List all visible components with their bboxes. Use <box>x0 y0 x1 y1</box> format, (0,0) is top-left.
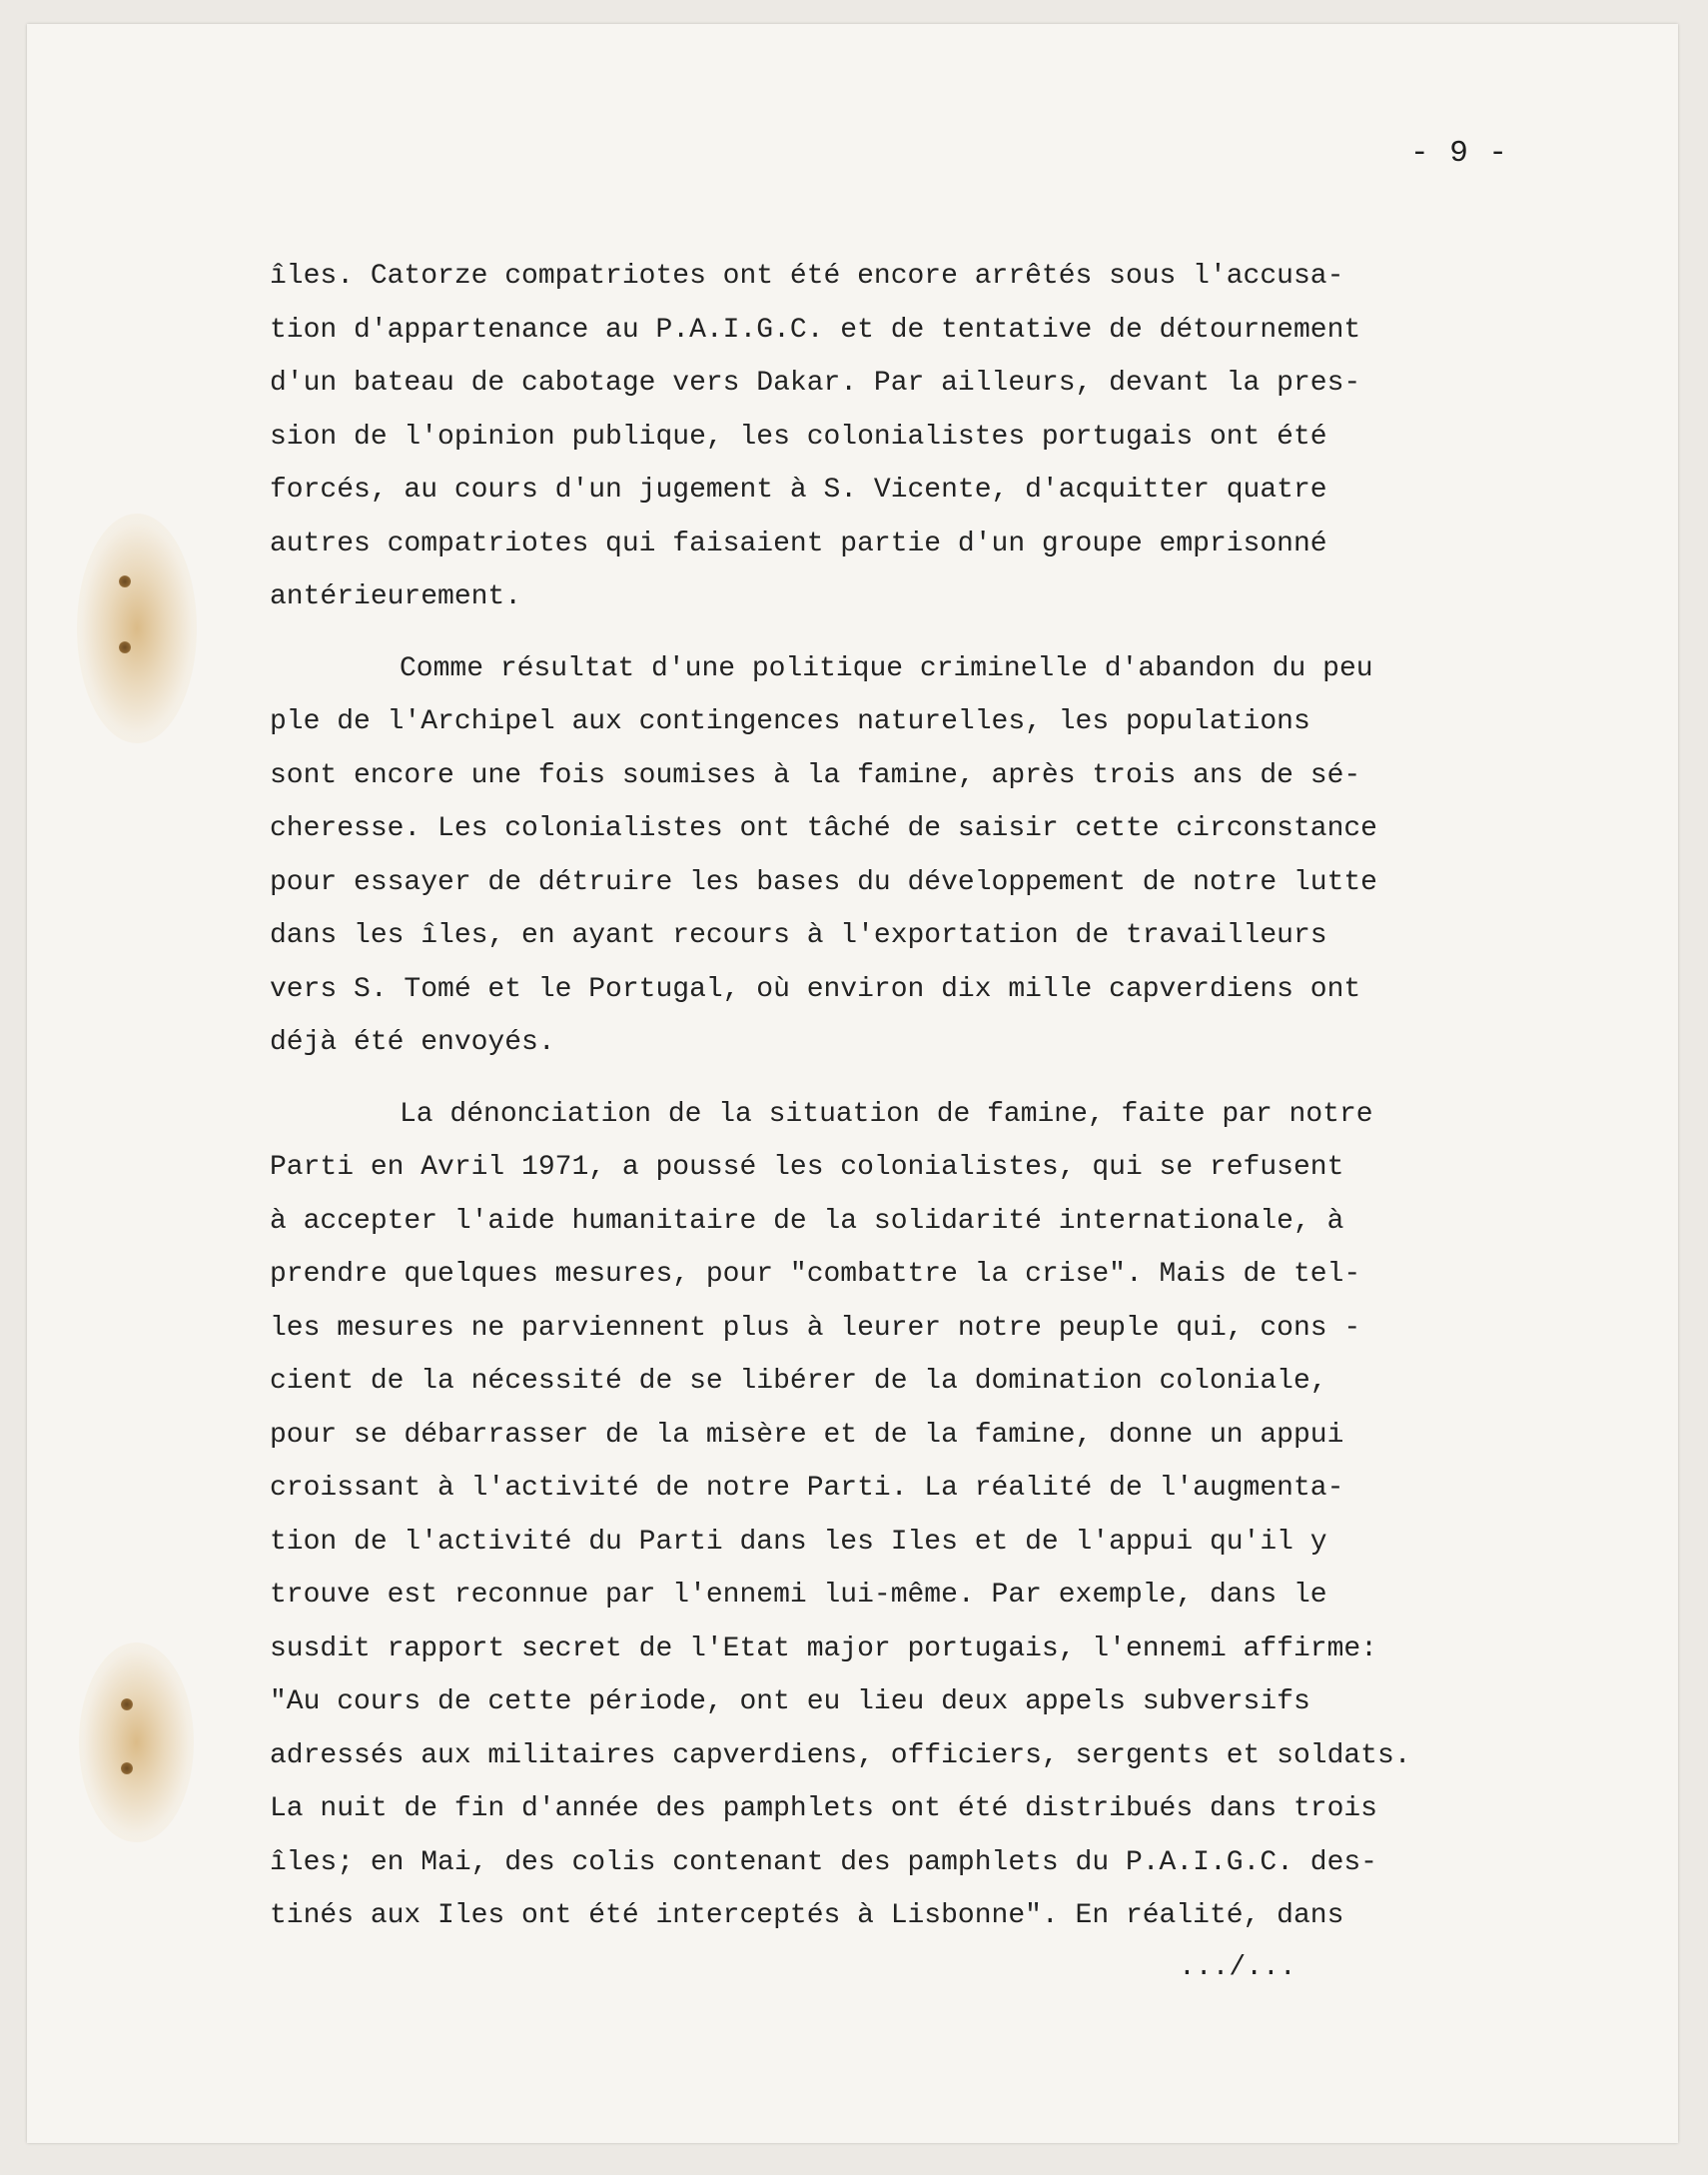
paragraph-gap <box>270 1070 1588 1088</box>
text-line: antérieurement. <box>270 581 522 612</box>
body-text <box>270 250 1588 1943</box>
text-line: cheresse. Les colonialistes ont tâché de saisir cette circonstance <box>270 813 1377 844</box>
text-line: tinés aux Iles ont été interceptés à Lisbonne". En réalité, dans <box>270 1900 1344 1931</box>
text-line: les mesures ne parviennent plus à leurer notre peuple qui, cons - <box>270 1312 1361 1344</box>
text-line: croissant à l'activité de notre Parti. La réalité de l'augmenta- <box>270 1473 1344 1504</box>
text-line: vers S. Tomé et le Portugal, où environ dix mille capverdiens ont <box>270 973 1361 1005</box>
text-line: déjà été envoyés. <box>270 1027 555 1058</box>
text-line: La dénonciation de la situation de famine, faite par notre <box>400 1098 1373 1130</box>
text-line: prendre quelques mesures, pour "combattre la crise". Mais de tel- <box>270 1259 1361 1290</box>
text-line: pour essayer de détruire les bases du développement de notre lutte <box>270 866 1377 898</box>
rust-stain-bottom <box>79 1642 194 1842</box>
text-line: ple de l'Archipel aux contingences naturelles, les populations <box>270 706 1310 737</box>
paragraph <box>270 642 1588 1070</box>
text-line: forcés, au cours d'un jugement à S. Vicente, d'acquitter quatre <box>270 475 1327 506</box>
paragraph <box>270 250 1588 624</box>
text-line: pour se débarrasser de la misère et de la famine, donne un appui <box>270 1419 1344 1451</box>
staple-mark-bottom-1 <box>121 1698 133 1710</box>
page-number: - 9 - <box>1410 136 1509 171</box>
text-line: "Au cours de cette période, ont eu lieu deux appels subversifs <box>270 1686 1310 1717</box>
text-line: Parti en Avril 1971, a poussé les colonialistes, qui se refusent <box>270 1152 1344 1183</box>
text-line: dans les îles, en ayant recours à l'exportation de travailleurs <box>270 920 1327 951</box>
text-line: sont encore une fois soumises à la famine, après trois ans de sé- <box>270 759 1361 791</box>
text-line: îles. Catorze compatriotes ont été encore arrêtés sous l'accusa- <box>270 261 1344 292</box>
staple-mark-top-1 <box>119 575 131 587</box>
text-line: susdit rapport secret de l'Etat major portugais, l'ennemi affirme: <box>270 1632 1377 1664</box>
text-line: d'un bateau de cabotage vers Dakar. Par ailleurs, devant la pres- <box>270 368 1361 399</box>
text-line: tion de l'activité du Parti dans les Iles et de l'appui qu'il y <box>270 1526 1327 1558</box>
rust-stain-top <box>77 514 197 743</box>
text-line: à accepter l'aide humanitaire de la solidarité internationale, à <box>270 1205 1344 1237</box>
staple-mark-top-2 <box>119 641 131 653</box>
text-line: tion d'appartenance au P.A.I.G.C. et de tentative de détournement <box>270 314 1361 346</box>
text-line: La nuit de fin d'année des pamphlets ont été distribués dans trois <box>270 1793 1377 1824</box>
paragraph <box>270 1088 1588 1943</box>
text-line: cient de la nécessité de se libérer de la domination coloniale, <box>270 1366 1327 1397</box>
text-line: adressés aux militaires capverdiens, officiers, sergents et soldats. <box>270 1739 1411 1771</box>
document-page <box>27 24 1678 2143</box>
text-line: autres compatriotes qui faisaient partie d'un groupe emprisonné <box>270 528 1327 559</box>
paragraph-gap <box>270 624 1588 642</box>
staple-mark-bottom-2 <box>121 1762 133 1774</box>
continuation-mark: .../... <box>1179 1952 1296 1983</box>
text-line: trouve est reconnue par l'ennemi lui-même. Par exemple, dans le <box>270 1580 1327 1611</box>
text-line: Comme résultat d'une politique criminelle d'abandon du peu <box>400 652 1373 684</box>
text-line: sion de l'opinion publique, les colonialistes portugais ont été <box>270 421 1327 453</box>
text-line: îles; en Mai, des colis contenant des pamphlets du P.A.I.G.C. des- <box>270 1846 1377 1878</box>
